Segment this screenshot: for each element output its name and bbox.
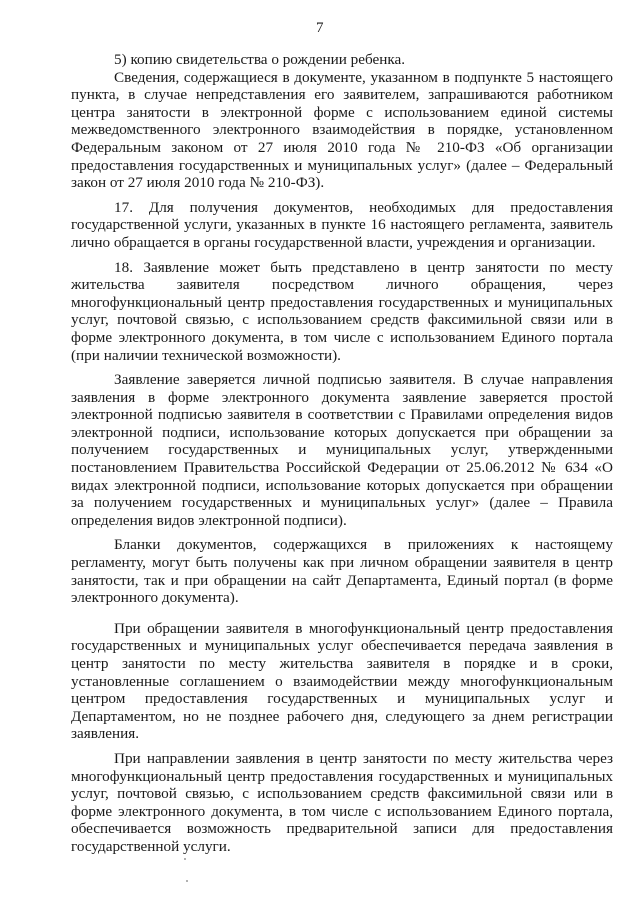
paragraph-item-17: 17. Для получения документов, необходимых для предоставления государственной услуги, указанных в пункте 16 настоящего регламента, заявитель лично обращается в органы государственной власти, учреждения и организации.	[71, 198, 613, 251]
document-body	[71, 51, 613, 856]
paragraph-signature: Заявление заверяется личной подписью заявителя. В случае направления заявления в форме электронного документа заявление заверяется простой электронной подписью заявителя в соответствии с Правилами определения видов электронной подписи, использование которых допускается при обращении за получением государственных и муниципальных услуг, утвержденными постановлением Правительства Российской Федерации от 25.06.2012 № 634 «О видах электронной подписи, использование которых допускается при обращении за получением государственных и муниципальных услуг» (далее – Правила определения видов электронной подписи).	[71, 371, 613, 529]
scan-speck	[186, 880, 188, 882]
paragraph-item-5: 5) копию свидетельства о рождении ребенка.	[114, 51, 406, 68]
paragraph-mfc-transfer: При обращении заявителя в многофункциональный центр предоставления государственных и муниципальных услуг обеспечивается передача заявления в центр занятости по месту жительства заявителя в порядке и в сроки, установленные соглашением о взаимодействии между многофункциональным центром предоставления государственных и муниципальных услуг и Департаментом, но не позднее рабочего дня, следующего за днем регистрации заявления.	[71, 619, 613, 743]
paragraph-item-18: 18. Заявление может быть представлено в центр занятости по месту жительства заявителя посредством личного обращения, через многофункциональный центр предоставления государственных и муниципальных услуг, почтовой связью, с использованием средств факсимильной связи или в форме электронного документа, в том числе с использованием Единого портала (при наличии технической возможности).	[71, 258, 613, 364]
page-number: 7	[316, 20, 324, 36]
paragraph-forms: Бланки документов, содержащихся в приложениях к настоящему регламенту, могут быть получены как при личном обращении заявителя в центр занятости, так и при обращении на сайт Департамента, Единый портал (в форме электронного документа).	[71, 536, 613, 607]
scan-speck	[184, 858, 186, 860]
paragraph-pre-registration: При направлении заявления в центр занятости по месту жительства через многофункциональный центр предоставления государственных и муниципальных услуг, почтовой связью, с использованием средств факсимильной связи или в форме электронного документа, в том числе с использованием Единого портала, обеспечивается возможность предварительной записи для предоставления государственной услуги.	[71, 749, 613, 855]
paragraph-info-request: Сведения, содержащиеся в документе, указанном в подпункте 5 настоящего пункта, в случае непредставления его заявителем, запрашиваются работником центра занятости в электронной форме с использованием единой системы межведомственного электронного взаимодействия в порядке, установленном Федеральным законом от 27 июля 2010 года № 210-ФЗ «Об организации предоставления государственных и муниципальных услуг» (далее – Федеральный закон от 27 июля 2010 года № 210-ФЗ).	[71, 68, 613, 192]
